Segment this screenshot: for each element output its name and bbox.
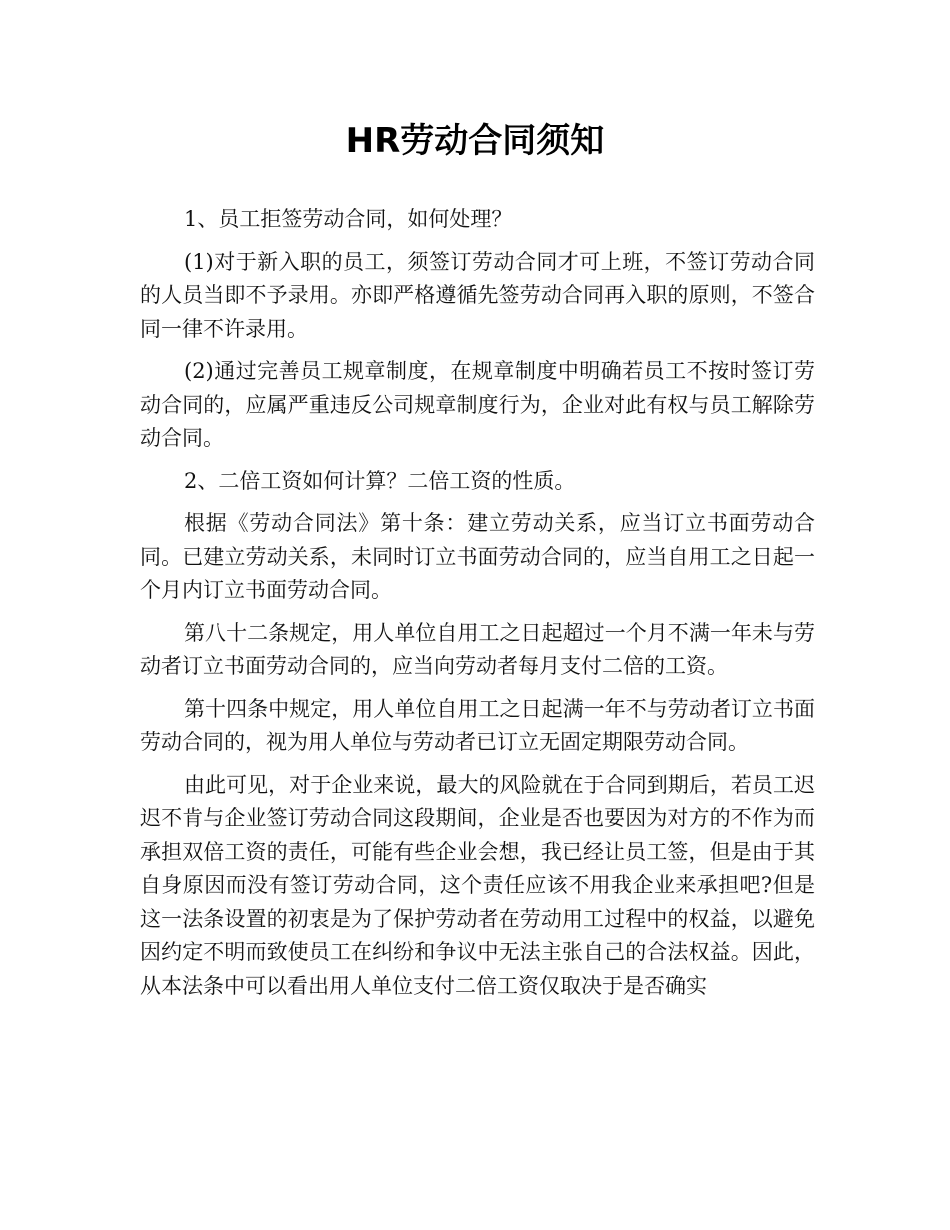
document-body (140, 203, 815, 1012)
paragraph-question-2: 2、二倍工资如何计算？二倍工资的性质。 (184, 468, 576, 493)
paragraph-answer-1-2: (2)通过完善员工规章制度，在规章制度中明确若员工不按时签订劳动合同的，应属严重违反公司规章制度行为，企业对此有权与员工解除劳动合同。 (140, 359, 815, 450)
document-title: HR劳动合同须知 (345, 121, 605, 161)
paragraph-answer-1-1: (1)对于新入职的员工，须签订劳动合同才可上班，不签订劳动合同的人员当即不予录用。亦即严格遵循先签劳动合同再入职的原则，不签合同一律不许录用。 (140, 249, 815, 341)
paragraph-article-82: 第八十二条规定，用人单位自用工之日起超过一个月不满一年未与劳动者订立书面劳动合同的，应当向劳动者每月支付二倍的工资。 (140, 620, 815, 678)
paragraph-question-1: 1、员工拒签劳动合同，如何处理？ (184, 207, 513, 231)
paragraph-article-10: 根据《劳动合同法》第十条：建立劳动关系，应当订立书面劳动合同。已建立劳动关系，未同时订立书面劳动合同的，应当自用工之日起一个月内订立书面劳动合同。 (140, 511, 815, 602)
paragraph-analysis: 由此可见，对于企业来说，最大的风险就在于合同到期后，若员工迟迟不肯与企业签订劳动合同这段期间，企业是否也要因为对方的不作为而承担双倍工资的责任，可能有些企业会想，我已经让员工签，但是由于其自身原因而没有签订劳动合同，这个责任应该不用我企业来承担吧?但是这一法条设置的初衷是为了保护劳动者在劳动用工过程中的权益，以避免因约定不明而致使员工在纠纷和争议中无法主张自己的合法权益。因此，从本法条中可以看出用人单位支付二倍工资仅取决于是否确实 (140, 772, 815, 998)
paragraph-article-14: 第十四条中规定，用人单位自用工之日起满一年不与劳动者订立书面劳动合同的，视为用人单位与劳动者已订立无固定期限劳动合同。 (140, 696, 815, 754)
